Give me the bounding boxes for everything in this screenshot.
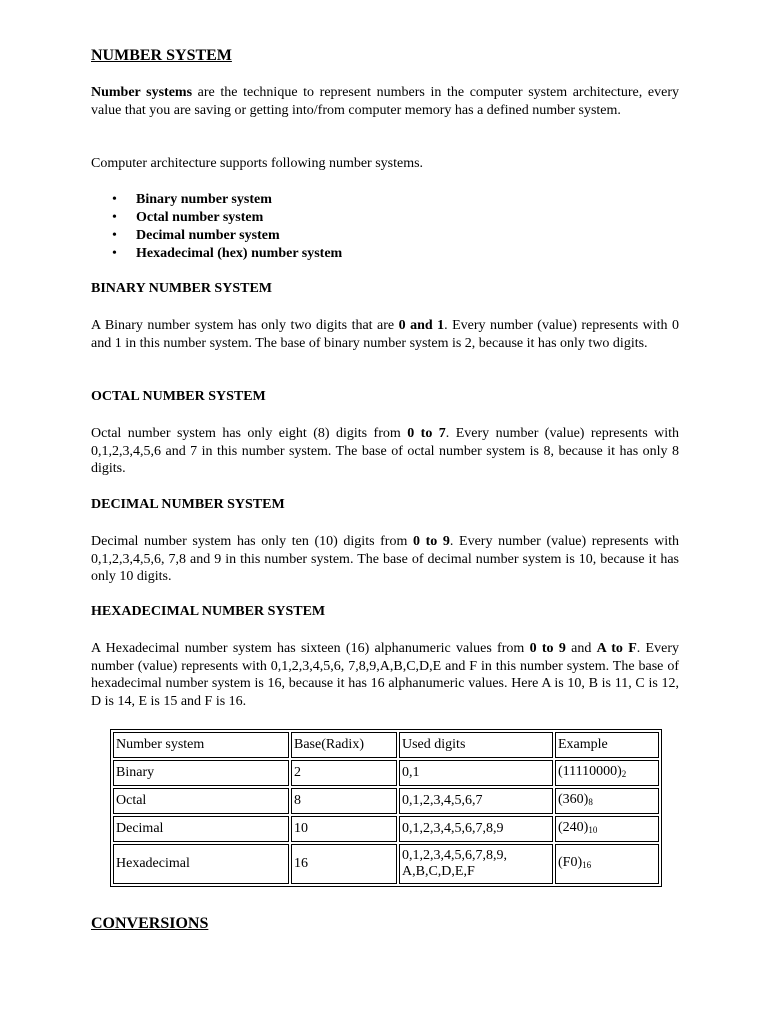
binary-text-1: A Binary number system has only two digits that are (91, 318, 399, 333)
cell-digits: 0,1 (399, 760, 553, 786)
bullet-icon: • (112, 192, 117, 207)
example-base-subscript: 8 (588, 797, 593, 807)
cell-example (555, 816, 659, 842)
cell-base: 16 (291, 844, 397, 884)
octal-text-1: Octal number system has only eight (8) digits from (91, 426, 408, 441)
example-value: (F0) (558, 855, 583, 870)
decimal-text-1: Decimal number system has only ten (10) digits from (91, 534, 413, 549)
cell-digits (399, 844, 553, 884)
header-used-digits: Used digits (399, 732, 553, 758)
hex-text-2: and (565, 641, 597, 656)
decimal-bold-1: 0 to 9 (413, 534, 450, 549)
cell-example (555, 760, 659, 786)
binary-bold-1: 0 and 1 (398, 318, 445, 333)
intro-paragraph (91, 84, 679, 119)
list-item (91, 209, 342, 227)
hex-text-1: A Hexadecimal number system has sixteen (16) alphanumeric values from (91, 641, 530, 656)
conversions-heading: CONVERSIONS (91, 915, 209, 932)
number-system-table-wrap (110, 729, 662, 887)
list-item-label: Octal number system (136, 210, 264, 225)
hex-bold-1: 0 to 9 (529, 641, 566, 656)
header-base: Base(Radix) (291, 732, 397, 758)
number-system-table (110, 729, 662, 887)
header-example: Example (555, 732, 659, 758)
list-item-label: Decimal number system (136, 228, 280, 243)
list-item (91, 191, 342, 209)
hex-text-3: . Every number (value) represents with 0,1,2,3,4,5,6, 7,8,9,A,B,C,D,E and F in this number system. The base of hexadecimal number system is 16, because it has 16 alphanumeric values. Here A is 10, B is 11, C is 12, D is 14, E is 15 and F is 16. (91, 641, 679, 709)
cell-digits: 0,1,2,3,4,5,6,7,8,9 (399, 816, 553, 842)
cell-name: Hexadecimal (113, 844, 289, 884)
digits-line-2: A,B,C,D,E,F (402, 864, 475, 879)
page-title: NUMBER SYSTEM (91, 47, 232, 64)
cell-example (555, 844, 659, 884)
bullet-icon: • (112, 246, 117, 261)
octal-text-2: . Every number (value) represents with 0,1,2,3,4,5,6 and 7 in this number system. The base of octal number system is 8, because it has only 8 digits. (91, 426, 679, 476)
intro-bold-lead: Number systems (91, 85, 193, 100)
list-item (91, 227, 342, 245)
example-base-subscript: 2 (621, 769, 627, 779)
hex-paragraph (91, 640, 679, 710)
binary-text-2: . Every number (value) represents with 0 and 1 in this number system. The base of binary number system is 2, because it has only two digits. (91, 318, 679, 351)
cell-base: 8 (291, 788, 397, 814)
cell-base: 2 (291, 760, 397, 786)
example-base-subscript: 10 (588, 825, 598, 835)
cell-name: Binary (113, 760, 289, 786)
octal-bold-1: 0 to 7 (407, 426, 446, 441)
table-row (113, 760, 659, 786)
supports-paragraph: Computer architecture supports following number systems. (91, 156, 424, 171)
binary-paragraph (91, 317, 679, 352)
digits-line-1: 0,1,2,3,4,5,6,7,8,9, (402, 848, 507, 863)
decimal-text-2: . Every number (value) represents with 0,1,2,3,4,5,6, 7,8 and 9 in this number system. The base of decimal number system is 10, because it has only 10 digits. (91, 534, 679, 584)
cell-name: Octal (113, 788, 289, 814)
table-header-row (113, 732, 659, 758)
octal-paragraph (91, 425, 679, 478)
octal-heading: OCTAL NUMBER SYSTEM (91, 389, 266, 404)
hex-bold-2: A to F (596, 641, 637, 656)
decimal-heading: DECIMAL NUMBER SYSTEM (91, 497, 285, 512)
example-value: (240) (558, 820, 589, 835)
bullet-icon: • (112, 228, 117, 243)
number-system-list (91, 191, 342, 263)
binary-heading: BINARY NUMBER SYSTEM (91, 281, 273, 296)
cell-base: 10 (291, 816, 397, 842)
list-item-label: Binary number system (136, 192, 272, 207)
example-value: (11110000) (558, 764, 622, 779)
table-row (113, 844, 659, 884)
table-row (113, 816, 659, 842)
cell-name: Decimal (113, 816, 289, 842)
example-base-subscript: 16 (582, 860, 592, 870)
hex-heading: HEXADECIMAL NUMBER SYSTEM (91, 604, 326, 619)
list-item-label: Hexadecimal (hex) number system (136, 246, 343, 261)
decimal-paragraph (91, 533, 679, 586)
list-item (91, 245, 342, 263)
intro-text: are the technique to represent numbers in the computer system architecture, every value that you are saving or getting into/from computer memory has a defined number system. (91, 85, 679, 118)
bullet-icon: • (112, 210, 117, 225)
example-value: (360) (558, 792, 589, 807)
cell-example (555, 788, 659, 814)
cell-digits: 0,1,2,3,4,5,6,7 (399, 788, 553, 814)
table-row (113, 788, 659, 814)
header-number-system: Number system (113, 732, 289, 758)
